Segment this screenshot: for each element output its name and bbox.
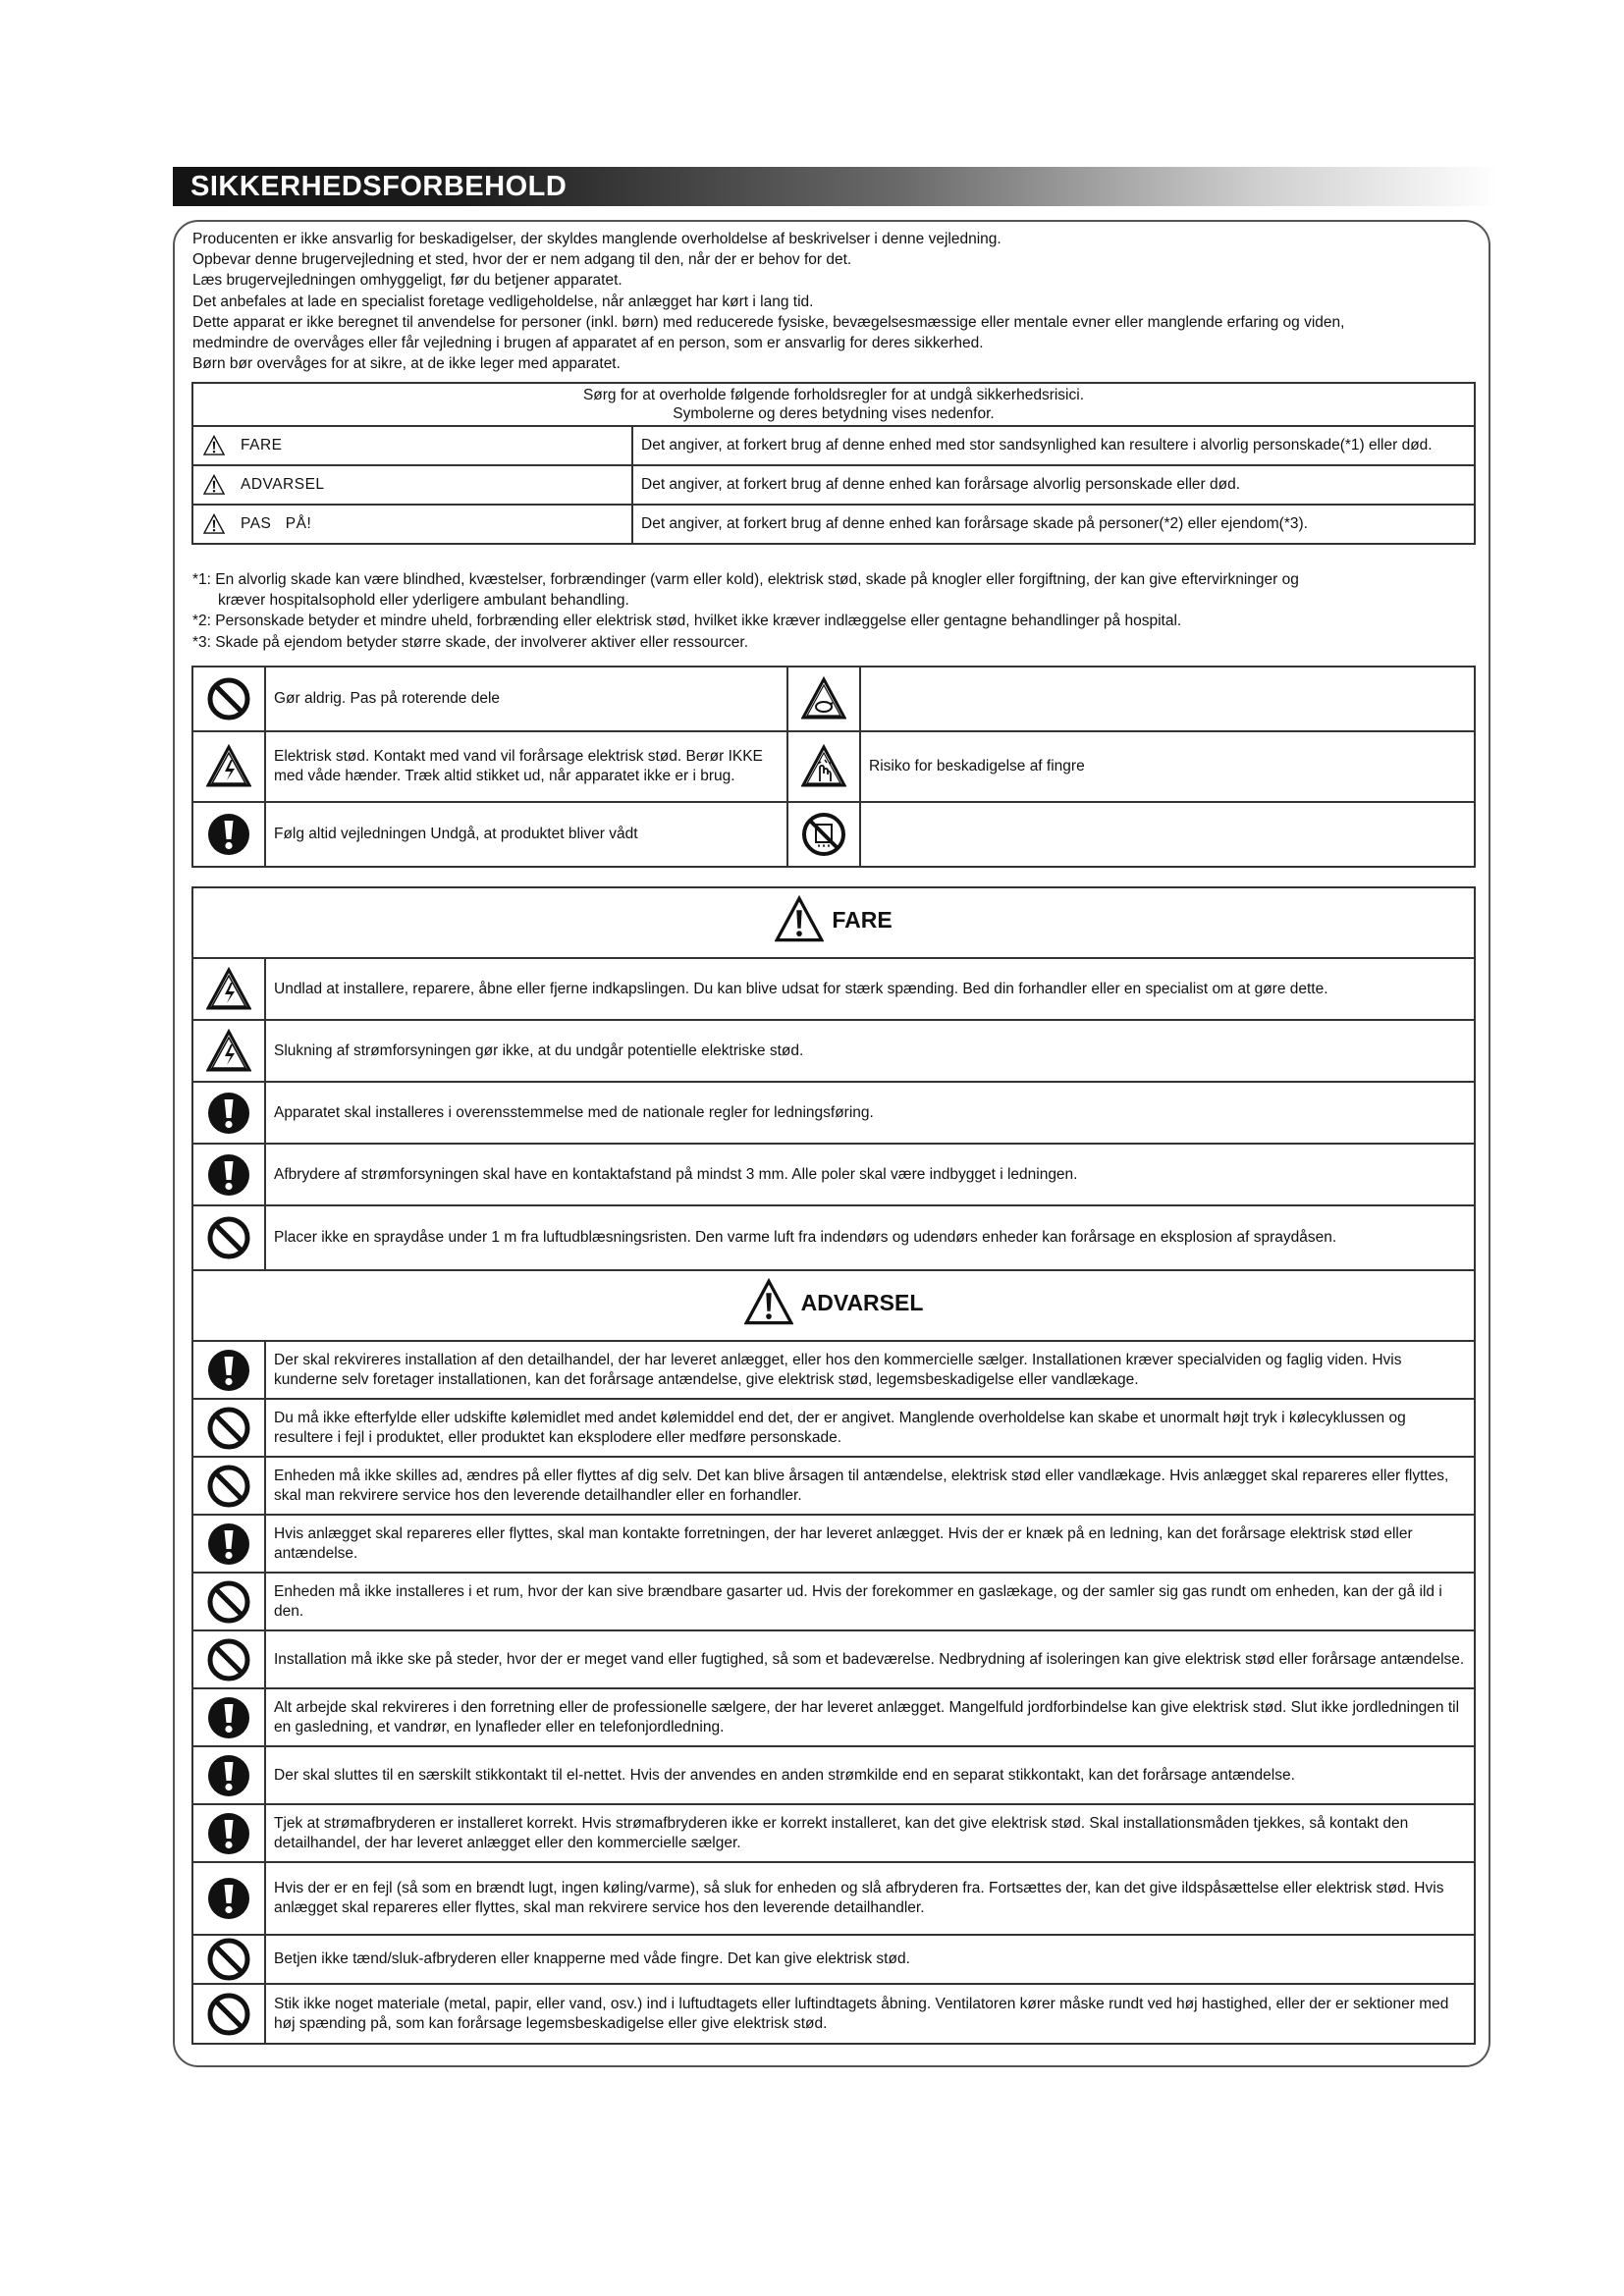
advarsel-item: Der skal sluttes til en særskilt stikkontakt til el-nettet. Hvis der anvendes en anden strømkilde end en separat stikkontakt, kan det forårsage antændelse. bbox=[265, 1746, 1475, 1804]
warning-triangle-icon bbox=[775, 895, 824, 944]
mandatory-icon bbox=[206, 812, 251, 857]
mandatory-icon bbox=[206, 1522, 251, 1567]
fare-item: Placer ikke en spraydåse under 1 m fra luftudblæsningsristen. Den varme luft fra indendørs og udendørs enheder kan forårsage en eksplosion af spraydåsen. bbox=[265, 1205, 1475, 1270]
mandatory-icon bbox=[206, 1348, 251, 1393]
fare-item: Afbrydere af strømforsyningen skal have en kontaktafstand på mindst 3 mm. Alle poler skal være indbygget i ledningen. bbox=[265, 1144, 1475, 1205]
icon-cell bbox=[192, 1984, 265, 2044]
legend-header-line2: Symbolerne og deres betydning vises nedenfor. bbox=[673, 405, 995, 422]
fare-item: Slukning af strømforsyningen gør ikke, at du undgår potentielle elektriske stød. bbox=[265, 1020, 1475, 1082]
icon-cell bbox=[192, 1144, 265, 1205]
advarsel-item: Installation må ikke ske på steder, hvor der er meget vand eller fugtighed, så som et badeværelse. Nedbrydning af isoleringen kan give elektrisk stød eller forårsage antændelse. bbox=[265, 1630, 1475, 1688]
icon-cell bbox=[787, 667, 860, 731]
legend-symbol-cell bbox=[192, 505, 632, 544]
prohibition-icon bbox=[206, 1579, 251, 1625]
icon-cell bbox=[192, 958, 265, 1020]
fare-item: Undlad at installere, reparere, åbne eller fjerne indkapslingen. Du kan blive udsat for stærk spænding. Bed din forhandler eller en specialist om at gøre dette. bbox=[265, 958, 1475, 1020]
footnote: *2: Personskade betyder et mindre uheld, forbrænding eller elektrisk stød, hvilket ikke kræver indlæggelse eller gentagne behandlinger på hospital. bbox=[192, 613, 1182, 630]
icon-cell bbox=[192, 1804, 265, 1862]
prohibition-icon bbox=[206, 1937, 251, 1982]
warning-triangle-icon bbox=[203, 435, 225, 456]
fare-item: Apparatet skal installeres i overensstemmelse med de nationale regler for ledningsføring. bbox=[265, 1082, 1475, 1144]
mandatory-icon bbox=[206, 1091, 251, 1136]
prohibition-icon bbox=[206, 1464, 251, 1509]
rotating-parts-icon bbox=[801, 676, 846, 721]
advarsel-item: Enheden må ikke installeres i et rum, hvor der kan sive brændbare gasarter ud. Hvis der forekommer en gaslækage, og der samler sig gas rundt om enheden, kan der gå ild i den. bbox=[265, 1573, 1475, 1630]
advarsel-item: Hvis anlægget skal repareres eller flyttes, skal man kontakte forretningen, der har leveret anlægget. Hvis der er knæk på en ledning, kan det forårsage elektrisk stød eller antændelse. bbox=[265, 1515, 1475, 1573]
prohibition-icon bbox=[206, 676, 251, 721]
icon-cell bbox=[192, 1205, 265, 1270]
footnotes bbox=[192, 569, 1489, 653]
advarsel-item: Tjek at strømafbryderen er installeret korrekt. Hvis strømafbryderen ikke er korrekt installeret, kan det give elektrisk stød. Skal installationsmåden tjekkes, så kontakt den detailhandel, der har leveret anlægget eller den kommercielle sælger. bbox=[265, 1804, 1475, 1862]
fare-heading: FARE bbox=[832, 907, 893, 933]
icon-cell bbox=[192, 1341, 265, 1399]
icon-cell bbox=[192, 802, 265, 867]
icon-cell bbox=[787, 802, 860, 867]
intro-line: Opbevar denne brugervejledning et sted, hvor der er nem adgang til den, når der er behov for det. bbox=[192, 251, 852, 269]
finger-injury-icon bbox=[801, 744, 846, 789]
advarsel-section-header bbox=[192, 1270, 1475, 1341]
icon-cell bbox=[787, 731, 860, 802]
legend-label-fare: FARE bbox=[241, 437, 283, 454]
intro-line: Læs brugervejledningen omhyggeligt, før du betjener apparatet. bbox=[192, 272, 623, 290]
advarsel-item: Stik ikke noget materiale (metal, papir, eller vand, osv.) ind i luftudtagets eller luftindtagets åbning. Ventilatoren kører måske rundt ved høj hastighed, eller der er sektioner med høj spænding på, som kan forårsage legemsbeskadigelse eller give elektrisk stød. bbox=[265, 1984, 1475, 2044]
icon-cell bbox=[192, 1630, 265, 1688]
legend-symbol-cell bbox=[192, 465, 632, 505]
section-title-bar bbox=[173, 167, 1498, 206]
icon-cell bbox=[192, 1862, 265, 1935]
mandatory-icon bbox=[206, 1811, 251, 1856]
warning-triangle-icon bbox=[744, 1278, 793, 1327]
legend-label-pas-paa: PAS PÅ! bbox=[241, 515, 312, 532]
icon-cell bbox=[192, 1082, 265, 1144]
legend-desc-pas-paa: Det angiver, at forkert brug af denne enhed kan forårsage skade på personer(*2) eller ejendom(*3). bbox=[632, 505, 1475, 544]
icon-cell bbox=[192, 1515, 265, 1573]
advarsel-item: Du må ikke efterfylde eller udskifte kølemidlet med andet kølemiddel end det, der er angivet. Manglende overholdelse kan skabe et unormalt højt tryk i kølecyklussen og resultere i fejl i produktet, eller produktet kan eksplodere eller medføre personskade. bbox=[265, 1399, 1475, 1457]
icon-cell bbox=[192, 1573, 265, 1630]
legend-desc-advarsel: Det angiver, at forkert brug af denne enhed kan forårsage alvorlig personskade eller død. bbox=[632, 465, 1475, 505]
page-title: SIKKERHEDSFORBEHOLD bbox=[190, 171, 568, 202]
prohibition-icon bbox=[206, 1215, 251, 1260]
symbol-desc: Elektrisk stød. Kontakt med vand vil forårsage elektrisk stød. Berør IKKE med våde hænder. Træk altid stikket ud, når apparatet ikke er i brug. bbox=[265, 731, 787, 802]
intro-line: Dette apparat er ikke beregnet til anvendelse for personer (inkl. børn) med reducerede fysiske, bevægelsesmæssige eller mentale evner eller manglende erfaring og viden, bbox=[192, 313, 1345, 331]
safety-table bbox=[191, 886, 1476, 2045]
mandatory-icon bbox=[206, 1695, 251, 1740]
advarsel-item: Betjen ikke tænd/sluk-afbryderen eller knapperne med våde fingre. Det kan give elektrisk stød. bbox=[265, 1935, 1475, 1984]
advarsel-item: Alt arbejde skal rekvireres i den forretning eller de professionelle sælgere, der har leveret anlægget. Mangelfuld jordforbindelse kan give elektrisk stød. Slut ikke jordledningen til en gasledning, et vandrør, en lynafleder eller en telefonjordledning. bbox=[265, 1688, 1475, 1746]
mandatory-icon bbox=[206, 1753, 251, 1798]
prohibition-icon bbox=[206, 1406, 251, 1451]
icon-cell bbox=[192, 731, 265, 802]
footnote: kræver hospitalsophold eller yderligere ambulant behandling. bbox=[218, 592, 629, 610]
icon-cell bbox=[192, 1746, 265, 1804]
intro-line: Producenten er ikke ansvarlig for beskadigelser, der skyldes manglende overholdelse af beskrivelser i denne vejledning. bbox=[192, 231, 1001, 247]
intro-text bbox=[192, 229, 1489, 374]
icon-cell bbox=[192, 667, 265, 731]
mandatory-icon bbox=[206, 1876, 251, 1921]
symbol-desc-empty bbox=[860, 802, 1475, 867]
symbol-desc: Gør aldrig. Pas på roterende dele bbox=[265, 667, 787, 731]
electric-shock-icon bbox=[206, 967, 251, 1012]
intro-line: Børn bør overvåges for at sikre, at de ikke leger med apparatet. bbox=[192, 355, 621, 373]
legend-desc-fare: Det angiver, at forkert brug af denne enhed med stor sandsynlighed kan resultere i alvorlig personskade(*1) eller død. bbox=[632, 426, 1475, 465]
warning-triangle-icon bbox=[203, 474, 225, 496]
electric-shock-icon bbox=[206, 744, 251, 789]
icon-cell bbox=[192, 1399, 265, 1457]
advarsel-heading: ADVARSEL bbox=[800, 1290, 924, 1315]
warning-triangle-icon bbox=[203, 513, 225, 535]
advarsel-item: Hvis der er en fejl (så som en brændt lugt, ingen køling/varme), så sluk for enheden og slå afbryderen fra. Fortsættes der, kan det give ildspåsættelse eller elektrisk stød. Hvis anlægget skal repareres eller flyttes, skal man rekvirere service hos den leverende detailhandler. bbox=[265, 1862, 1475, 1935]
icon-cell bbox=[192, 1457, 265, 1515]
legend-symbol-cell bbox=[192, 426, 632, 465]
legend-header-line1: Sørg for at overholde følgende forholdsregler for at undgå sikkerhedsrisici. bbox=[582, 387, 1085, 403]
fare-section-header bbox=[192, 887, 1475, 958]
mandatory-icon bbox=[206, 1152, 251, 1198]
symbol-desc: Følg altid vejledningen Undgå, at produktet bliver vådt bbox=[265, 802, 787, 867]
icon-cell bbox=[192, 1935, 265, 1984]
intro-line: Det anbefales at lade en specialist foretage vedligeholdelse, når anlægget har kørt i lang tid. bbox=[192, 293, 814, 310]
electric-shock-icon bbox=[206, 1029, 251, 1074]
legend-header bbox=[192, 383, 1475, 426]
symbol-meaning-table bbox=[191, 666, 1476, 868]
symbol-legend-table bbox=[191, 382, 1476, 545]
prohibition-icon bbox=[206, 1637, 251, 1682]
footnote: *3: Skade på ejendom betyder større skade, der involverer aktiver eller ressourcer. bbox=[192, 633, 749, 651]
icon-cell bbox=[192, 1020, 265, 1082]
legend-label-advarsel: ADVARSEL bbox=[241, 476, 325, 493]
advarsel-item: Der skal rekvireres installation af den detailhandel, der har leveret anlægget, eller hos den kommercielle sælger. Installationen kræver specialviden og faglig viden. Hvis kunderne selv foretager installationen, kan det forårsage antændelse, give elektrisk stød, legemsbeskadigelse eller vandlækage. bbox=[265, 1341, 1475, 1399]
prohibition-icon bbox=[206, 1992, 251, 2037]
advarsel-item: Enheden må ikke skilles ad, ændres på eller flyttes af dig selv. Det kan blive årsagen til antændelse, elektrisk stød eller vandlækage. Hvis anlægget skal repareres eller flyttes, skal man rekvirere service hos den leverende detailhandler eller en forhandler. bbox=[265, 1457, 1475, 1515]
intro-line: medmindre de overvåges eller får vejledning i brugen af apparatet af en person, som er ansvarlig for deres sikkerhed. bbox=[192, 335, 984, 352]
symbol-desc: Risiko for beskadigelse af fingre bbox=[860, 731, 1475, 802]
no-water-icon bbox=[801, 812, 846, 857]
icon-cell bbox=[192, 1688, 265, 1746]
symbol-desc-empty bbox=[860, 667, 1475, 731]
footnote: *1: En alvorlig skade kan være blindhed, kvæstelser, forbrændinger (varm eller kold), elektrisk stød, skade på knogler eller forgiftning, der kan give eftervirkninger og bbox=[192, 571, 1299, 588]
